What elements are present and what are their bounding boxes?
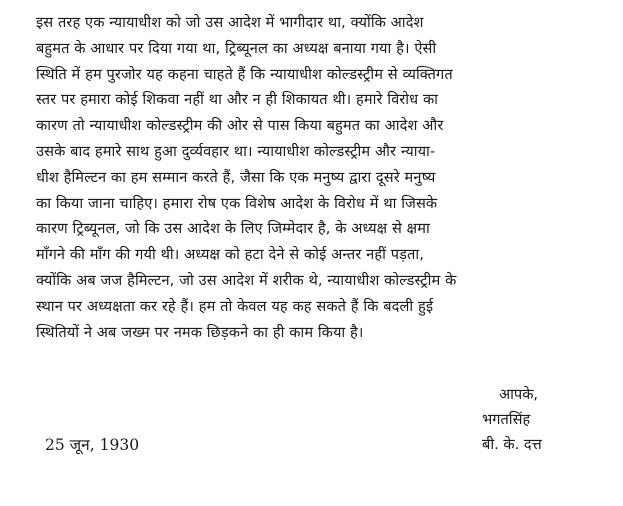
text-line: कारण ट्रिब्यूनल, जो कि उस आदेश के लिए जिम्मेदार है, के अध्यक्ष से क्षमा xyxy=(36,220,430,238)
signatory-bhagat-singh: भगतसिंह xyxy=(482,411,531,428)
text-line: बहुमत के आधार पर दिया गया था, ट्रिब्यूनल का अध्यक्ष बनाया गया है। ऐसी xyxy=(36,39,437,57)
text-line: क्योंकि अब जज हैमिल्टन, जो उस आदेश में शरीक थे, न्यायाधीश कोल्डस्ट्रीम के xyxy=(36,271,457,289)
letter-body xyxy=(36,10,576,345)
text-line: का किया जाना चाहिए। हमारा रोष एक विशेष आदेश के विरोध में था जिसके xyxy=(36,194,438,212)
letter-date: 25 जून, 1930 xyxy=(45,436,140,454)
text-line: इस तरह एक न्यायाधीश को जो उस आदेश में भागीदार था, क्योंकि आदेश xyxy=(36,14,424,31)
text-line: कारण तो न्यायाधीश कोल्डस्ट्रीम की ओर से पास किया बहुमत का आदेश और xyxy=(36,117,444,135)
text-line: स्थिति में हम पुरजोर यह कहना चाहते हैं कि न्यायाधीश कोल्डस्ट्रीम से व्यक्तिगत xyxy=(36,65,453,83)
text-line: स्थितियों ने अब जख्म पर नमक छिड़कने का ही काम किया है। xyxy=(36,323,364,341)
text-line: स्थान पर अध्यक्षता कर रहे हैं। हम तो केवल यह कह सकते हैं कि बदली हुई xyxy=(36,297,434,315)
text-line: स्तर पर हमारा कोई शिकवा नहीं था और न ही शिकायत थी। हमारे विरोध का xyxy=(36,91,439,109)
letter-signoff xyxy=(482,382,602,457)
signatory-bk-dutt: बी. के. दत्त xyxy=(482,436,542,453)
text-line: माँगने की माँग की गयी थी। अध्यक्ष को हटा देने से कोई अन्तर नहीं पड़ता, xyxy=(36,246,424,264)
text-line: धीश हैमिल्टन का हम सम्मान करते हैं, जैसा कि एक मनुष्य द्वारा दूसरे मनुष्य xyxy=(36,168,436,186)
text-line: उसके बाद हमारे साथ हुआ दुर्व्यवहार था। न्यायाधीश कोल्डस्ट्रीम और न्याया- xyxy=(36,142,436,160)
closing-salutation: आपके, xyxy=(499,386,539,403)
